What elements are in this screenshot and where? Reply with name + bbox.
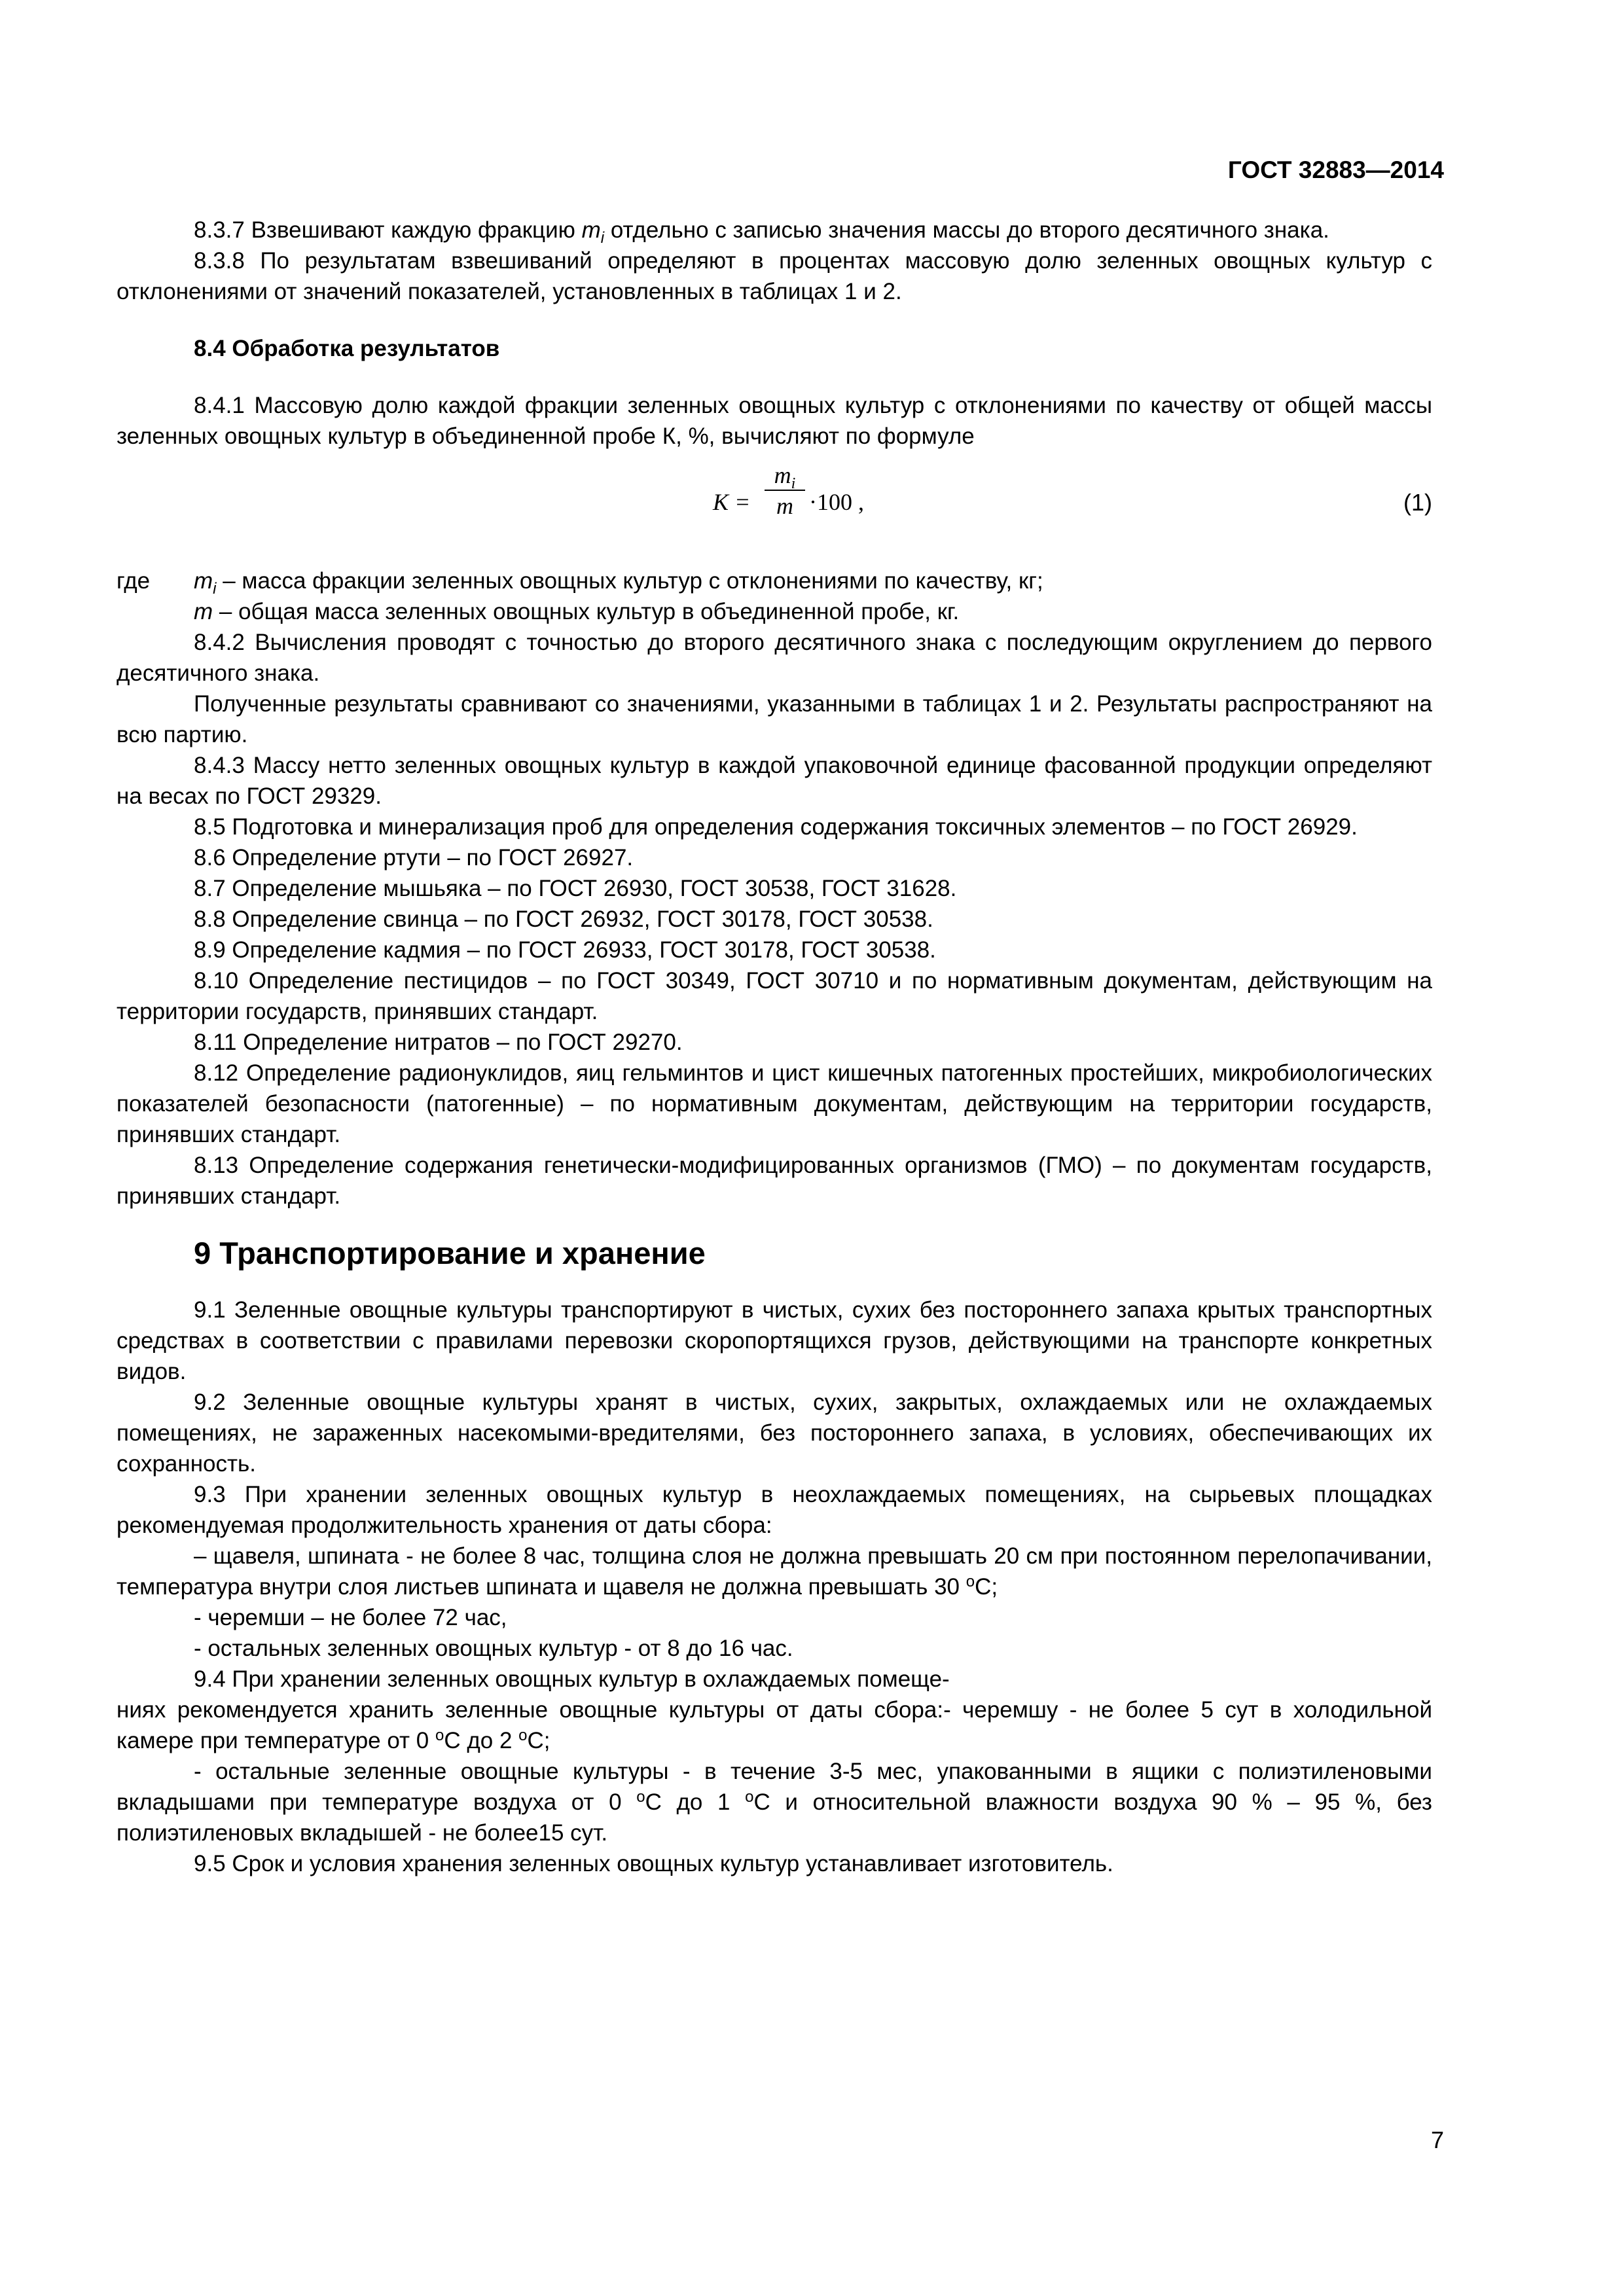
paragraph-8-4-3: 8.4.3 Массу нетто зеленных овощных культур в каждой упаковочной единице фасованной продукции определяют на весах по ГОСТ 29329. [117,753,1432,809]
document-code: ГОСТ 32883—2014 [1227,156,1444,183]
where-item-m: m – общая масса зеленных овощных культур в объединенной пробе, кг. [194,599,960,624]
page-number: 7 [1430,2126,1444,2153]
paragraph-9-3-ramsons: - черемши – не более 72 час, [194,1605,507,1630]
paragraph-8-4-1: 8.4.1 Массовую долю каждой фракции зеленных овощных культур с отклонениями по качеству от общей массы зеленных овощных культур в объединенной пробе К, %, вычисляют по формуле [117,393,1432,449]
formula-1 [117,461,1432,546]
formula-fraction [765,461,805,521]
paragraph-8-10: 8.10 Определение пестицидов – по ГОСТ 30349, ГОСТ 30710 и по нормативным документам, действующим на территории государств, принявших стандарт. [117,968,1432,1024]
formula-numerator: $m_i$ [765,461,805,491]
section-heading-9: 9 Транспортирование и хранение [194,1236,706,1270]
paragraph-9-4: 9.4 При хранении зеленных овощных культур в охлаждаемых помеще- [194,1666,950,1692]
paragraph-8-8: 8.8 Определение свинца – по ГОСТ 26932, ГОСТ 30178, ГОСТ 30538. [194,906,933,932]
paragraph-9-2: 9.2 Зеленные овощные культуры хранят в чистых, сухих, закрытых, охлаждаемых или не охлаждаемых помещениях, не зараженных насекомыми-вредителями, без постороннего запаха, в условиях, обеспечивающих их сохранность. [117,1390,1432,1477]
paragraph-8-12: 8.12 Определение радионуклидов, яиц гельминтов и цист кишечных патогенных простейших, микробиологических показателей безопасности (патогенные) – по нормативным документам, действующим на территории государств, принявших стандарт. [117,1060,1432,1147]
where-block [117,565,1432,627]
where-label: где [117,568,151,594]
paragraph-8-13: 8.13 Определение содержания генетически-модифицированных организмов (ГМО) – по документам государств, принявших стандарт. [117,1153,1432,1209]
formula-denominator: m [776,493,793,519]
paragraph-9-3-sorrel-spinach: – щавеля, шпината - не более 8 час, толщина слоя не должна превышать 20 см при постоянном перелопачивании, температура внутри слоя листьев шпината и щавеля не должна превышать 30 $^o$С; [117,1543,1432,1600]
paragraph-8-4-2-results: Полученные результаты сравнивают со значениями, указанными в таблицах 1 и 2. Результаты распространяют на всю партию. [117,691,1432,747]
section-heading-8-4: 8.4 Обработка результатов [194,336,500,361]
paragraph-8-7: 8.7 Определение мышьяка – по ГОСТ 26930, ГОСТ 30538, ГОСТ 31628. [194,876,957,901]
paragraph-8-9: 8.9 Определение кадмия – по ГОСТ 26933, ГОСТ 30178, ГОСТ 30538. [194,937,936,963]
formula-number: (1) [1403,489,1432,516]
paragraph-9-4-cont: ниях рекомендуется хранить зеленные овощные культуры от даты сбора:- черемшу - не более 5 сут в холодильной камере при температуре от 0 $^o$С до 2 $^o$С; [117,1697,1432,1753]
paragraph-8-6: 8.6 Определение ртути – по ГОСТ 26927. [194,845,634,870]
paragraph-8-3-7: 8.3.7 Взвешивают каждую фракцию $m_i$ отдельно с записью значения массы до второго десятичного знака. [194,217,1329,247]
paragraph-8-11: 8.11 Определение нитратов – по ГОСТ 29270. [194,1030,683,1055]
formula-multiplier: ·100 , [809,489,864,515]
paragraph-8-5: 8.5 Подготовка и минерализация проб для определения содержания токсичных элементов – по ГОСТ 26929. [194,814,1358,840]
formula-lhs: K = [713,489,751,515]
page-content [117,215,1432,1879]
paragraph-9-1: 9.1 Зеленные овощные культуры транспортируют в чистых, сухих без постороннего запаха крытых транспортных средствах в соответствии с правилами перевозки скоропортящихся грузов, действующими на транспорте конкретных видов. [117,1297,1432,1384]
paragraph-9-4-other: - остальные зеленные овощные культуры - в течение 3-5 мес, упакованными в ящики с полиэтиленовыми вкладышами при температуре воздуха от 0 $^o$С до 1 $^o$С и относительной влажности воздуха 90 % – 95 %, без полиэтиленовых вкладышей - не более15 сут. [117,1759,1432,1846]
paragraph-9-5: 9.5 Срок и условия хранения зеленных овощных культур устанавливает изготовитель. [194,1851,1113,1876]
paragraph-9-3-other: - остальных зеленных овощных культур - от 8 до 16 час. [194,1636,793,1661]
paragraph-9-3: 9.3 При хранении зеленных овощных культур в неохлаждаемых помещениях, на сырьевых площадках рекомендуемая продолжительность хранения от даты сбора: [117,1482,1432,1538]
paragraph-8-4-2: 8.4.2 Вычисления проводят с точностью до второго десятичного знака с последующим округлением до первого десятичного знака. [117,630,1432,686]
where-item-mi: $m_i$ – масса фракции зеленных овощных культур с отклонениями по качеству, кг; [194,568,1043,598]
paragraph-8-3-8: 8.3.8 По результатам взвешиваний определяют в процентах массовую долю зеленных овощных культур с отклонениями от значений показателей, установленных в таблицах 1 и 2. [117,248,1432,304]
